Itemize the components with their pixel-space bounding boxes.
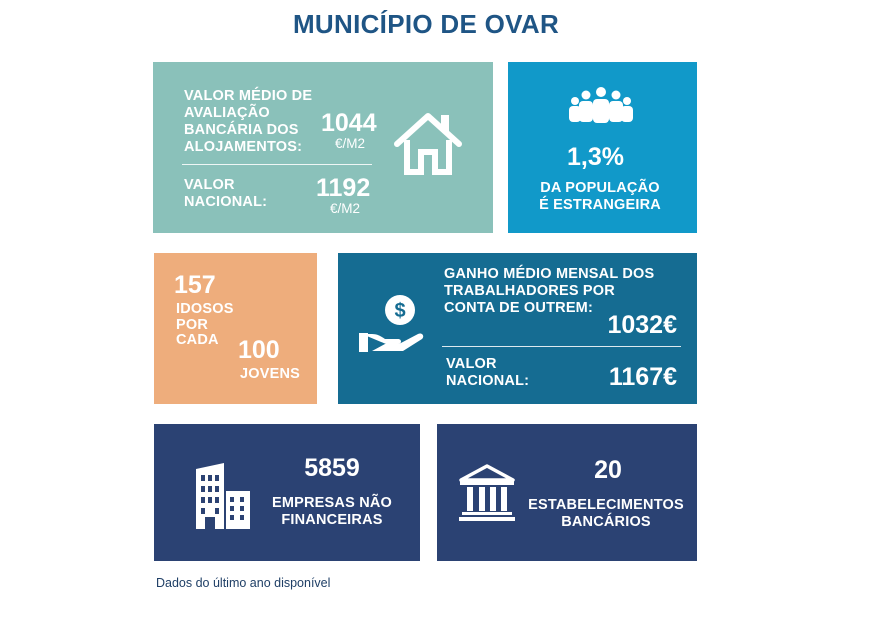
svg-text:$: $	[394, 300, 406, 322]
people-group-icon	[566, 86, 636, 124]
housing-label	[184, 88, 312, 156]
wage-national-label-line: NACIONAL:	[446, 373, 530, 389]
housing-label-line: VALOR MÉDIO DE	[184, 88, 313, 104]
ageing-tile	[154, 253, 317, 404]
housing-national-value: 1192	[316, 174, 371, 202]
elderly-label-line: IDOSOS	[176, 301, 234, 317]
hand-coin-icon	[358, 293, 428, 355]
companies-label-line: EMPRESAS NÃO	[271, 495, 393, 511]
housing-label-line: BANCÁRIA DOS	[184, 122, 299, 138]
young-value: 100	[238, 336, 280, 364]
banks-label-line: ESTABELECIMENTOS	[528, 497, 684, 513]
housing-unit: €/M2	[335, 136, 366, 151]
elderly-label-line: CADA	[176, 332, 219, 348]
wage-label-line: TRABALHADORES POR	[444, 283, 615, 299]
banks-value: 20	[594, 456, 622, 484]
wage-label-line: CONTA DE OUTREM:	[444, 300, 593, 316]
banks-label-line: BANCÁRIOS	[561, 514, 651, 530]
wage-label	[444, 266, 654, 317]
housing-label-line: AVALIAÇÃO	[184, 105, 270, 121]
housing-national-label	[184, 177, 267, 211]
population-label-line: DA POPULAÇÃO	[540, 180, 660, 196]
elderly-value: 157	[174, 271, 216, 299]
wage-value: 1032€	[607, 311, 677, 339]
companies-label-line: FINANCEIRAS	[281, 512, 383, 528]
bank-icon	[457, 462, 517, 522]
housing-national-label-line: NACIONAL:	[184, 194, 268, 210]
population-label	[508, 180, 692, 214]
wage-tile	[338, 253, 697, 404]
elderly-label-line: POR	[176, 316, 209, 333]
elderly-label	[176, 302, 234, 349]
population-value: 1,3%	[567, 143, 624, 171]
banks-label	[517, 497, 695, 531]
wage-national-label-line: VALOR	[446, 356, 497, 372]
housing-label-line: ALOJAMENTOS:	[184, 139, 303, 155]
housing-national-label-line: VALOR	[184, 177, 235, 193]
companies-label	[256, 495, 408, 529]
wage-national-value: 1167€	[608, 363, 677, 391]
young-label: JOVENS	[240, 366, 301, 382]
population-label-line: É ESTRANGEIRA	[539, 197, 661, 213]
housing-value: 1044	[321, 109, 377, 137]
housing-divider	[182, 164, 372, 165]
footnote: Dados do último ano disponível	[156, 576, 331, 590]
wage-label-line: GANHO MÉDIO MENSAL DOS	[444, 266, 655, 282]
buildings-icon	[194, 461, 252, 531]
page-title: MUNICÍPIO DE OVAR	[292, 9, 560, 39]
companies-value: 5859	[304, 454, 360, 482]
housing-tile	[153, 62, 493, 233]
wage-divider	[442, 346, 681, 347]
house-icon	[393, 110, 463, 176]
population-tile	[508, 62, 697, 233]
housing-national-unit: €/M2	[330, 201, 361, 216]
companies-tile	[154, 424, 420, 561]
banks-tile	[437, 424, 697, 561]
wage-national-label	[446, 356, 529, 390]
